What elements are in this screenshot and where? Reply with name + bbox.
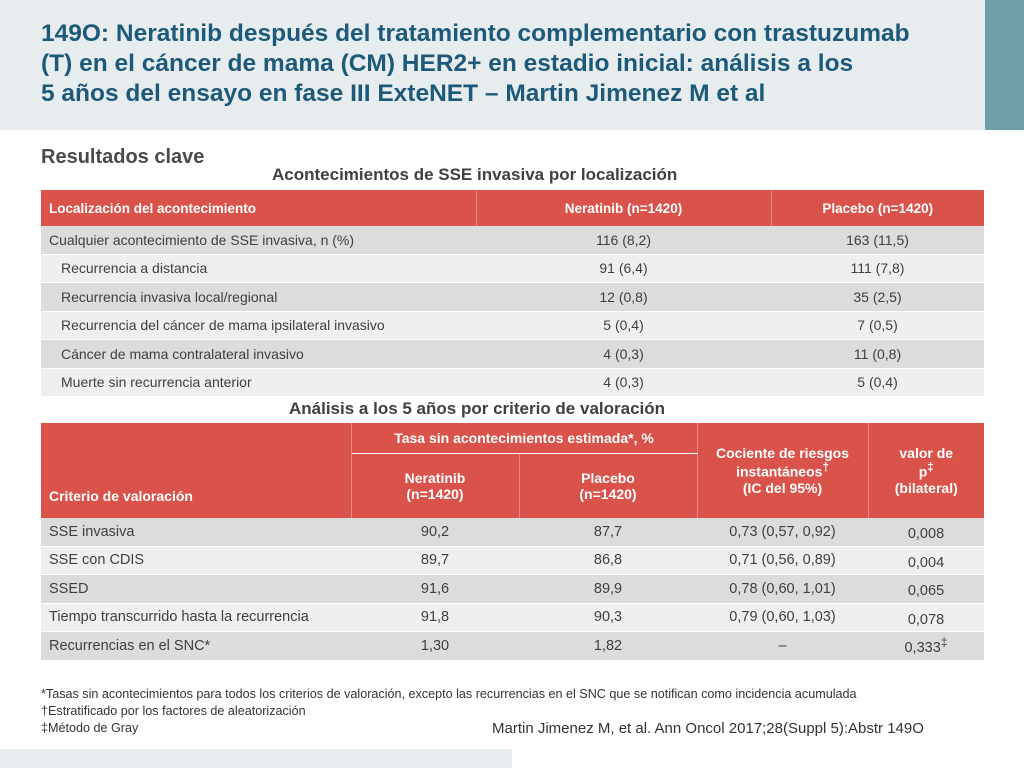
row-label: Recurrencia del cáncer de mama ipsilateral invasivo [41, 311, 476, 340]
table-row [41, 254, 984, 283]
p-value [868, 632, 984, 661]
p-value-text: 0,333 [904, 640, 941, 657]
column-header-placebo: Placebo (n=1420) [771, 190, 984, 226]
table-row [41, 603, 984, 632]
hr-header-line: (IC del 95%) [742, 479, 823, 496]
hazard-ratio: 0,73 (0,57, 0,92) [697, 518, 868, 546]
placebo-rate: 89,9 [519, 575, 697, 604]
title-line: 5 años del ensayo en fase III ExteNET – Martin Jimenez M et al [41, 80, 766, 107]
citation: Martin Jimenez M, et al. Ann Oncol 2017;28(Suppl 5):Abstr 149O [492, 720, 924, 737]
criterion-label: SSE con CDIS [41, 546, 351, 575]
endpoint-analysis-table [41, 423, 984, 661]
footnote: †Estratificado por los factores de aleatorización [41, 704, 306, 718]
neratinib-rate: 91,6 [351, 575, 519, 604]
table-header-row [41, 423, 984, 454]
hazard-ratio: 0,71 (0,56, 0,89) [697, 546, 868, 575]
p-header-line: (bilateral) [894, 479, 958, 496]
table-row [41, 340, 984, 369]
events-by-location-table [41, 190, 984, 397]
column-header-hazard-ratio [697, 423, 868, 518]
row-label: Muerte sin recurrencia anterior [41, 368, 476, 397]
footnote: *Tasas sin acontecimientos para todos los criterios de valoración, excepto las recurrencias en el SNC que se notifican como incidencia acumulada [41, 687, 857, 701]
neratinib-value: 91 (6,4) [476, 254, 771, 283]
p-value [868, 603, 984, 632]
table-row [41, 518, 984, 546]
bottom-band [0, 749, 512, 768]
neratinib-value: 4 (0,3) [476, 340, 771, 369]
table-row [41, 283, 984, 312]
placebo-rate: 86,8 [519, 546, 697, 575]
column-header-location: Localización del acontecimiento [41, 190, 476, 226]
criterion-label: SSED [41, 575, 351, 604]
p-value-text: 0,008 [907, 526, 945, 543]
column-group-header-event-free-rate: Tasa sin acontecimientos estimada*, % [351, 423, 697, 454]
title-line: 149O: Neratinib después del tratamiento complementario con trastuzumab [41, 20, 910, 47]
neratinib-rate: 90,2 [351, 518, 519, 546]
row-label: Cáncer de mama contralateral invasivo [41, 340, 476, 369]
neratinib-value: 12 (0,8) [476, 283, 771, 312]
hazard-ratio: 0,78 (0,60, 1,01) [697, 575, 868, 604]
placebo-value: 111 (7,8) [771, 254, 984, 283]
placebo-rate: 1,82 [519, 632, 697, 661]
hr-header-line: Cociente de riesgos [715, 445, 850, 462]
p-header-line: p [918, 463, 928, 480]
p-header-line: valor de [899, 445, 954, 462]
column-header-p-value [868, 423, 984, 518]
placebo-rate: 87,7 [519, 518, 697, 546]
double-dagger-mark: ‡ [927, 461, 934, 475]
p-value [868, 575, 984, 604]
header-line: (n=1420) [406, 486, 464, 502]
neratinib-value: 5 (0,4) [476, 311, 771, 340]
row-label: Recurrencia a distancia [41, 254, 476, 283]
table-row [41, 575, 984, 604]
title-line: (T) en el cáncer de mama (CM) HER2+ en estadio inicial: análisis a los [41, 50, 854, 77]
p-value-text: 0,004 [907, 554, 945, 571]
footnote: ‡Método de Gray [41, 721, 139, 735]
accent-bar [985, 0, 1024, 130]
criterion-label: Recurrencias en el SNC* [41, 632, 351, 661]
header-line: Neratinib [404, 470, 466, 486]
placebo-value: 35 (2,5) [771, 283, 984, 312]
row-label: Cualquier acontecimiento de SSE invasiva, n (%) [41, 226, 476, 254]
column-header-neratinib: Neratinib (n=1420) [476, 190, 771, 226]
column-header-criterion: Criterio de valoración [41, 423, 351, 518]
table-header-row [41, 190, 984, 226]
hazard-ratio: – [697, 632, 868, 661]
p-value [868, 518, 984, 546]
neratinib-rate: 91,8 [351, 603, 519, 632]
table1-caption: Acontecimientos de SSE invasiva por localización [272, 165, 678, 184]
criterion-label: Tiempo transcurrido hasta la recurrencia [41, 603, 351, 632]
table-row [41, 226, 984, 254]
p-value-text: 0,065 [907, 583, 945, 600]
criterion-label: SSE invasiva [41, 518, 351, 546]
table-row [41, 368, 984, 397]
placebo-value: 5 (0,4) [771, 368, 984, 397]
p-value [868, 546, 984, 575]
neratinib-rate: 1,30 [351, 632, 519, 661]
neratinib-value: 4 (0,3) [476, 368, 771, 397]
column-header-placebo [519, 454, 697, 519]
header-line: Placebo [581, 470, 635, 486]
hr-header-line: instantáneos [736, 463, 823, 480]
placebo-value: 163 (11,5) [771, 226, 984, 254]
slide-title [41, 19, 976, 109]
placebo-rate: 90,3 [519, 603, 697, 632]
p-value-text: 0,078 [907, 611, 945, 628]
p-value-mark: ‡ [940, 635, 948, 650]
row-label: Recurrencia invasiva local/regional [41, 283, 476, 312]
neratinib-value: 116 (8,2) [476, 226, 771, 254]
hazard-ratio: 0,79 (0,60, 1,03) [697, 603, 868, 632]
placebo-value: 7 (0,5) [771, 311, 984, 340]
section-heading: Resultados clave [41, 146, 205, 168]
table-row [41, 546, 984, 575]
placebo-value: 11 (0,8) [771, 340, 984, 369]
table-row [41, 311, 984, 340]
neratinib-rate: 89,7 [351, 546, 519, 575]
column-header-neratinib [351, 454, 519, 519]
table-row [41, 632, 984, 661]
table2-caption: Análisis a los 5 años por criterio de valoración [289, 399, 666, 418]
header-line: (n=1420) [579, 486, 637, 502]
dagger-mark: † [822, 461, 829, 475]
